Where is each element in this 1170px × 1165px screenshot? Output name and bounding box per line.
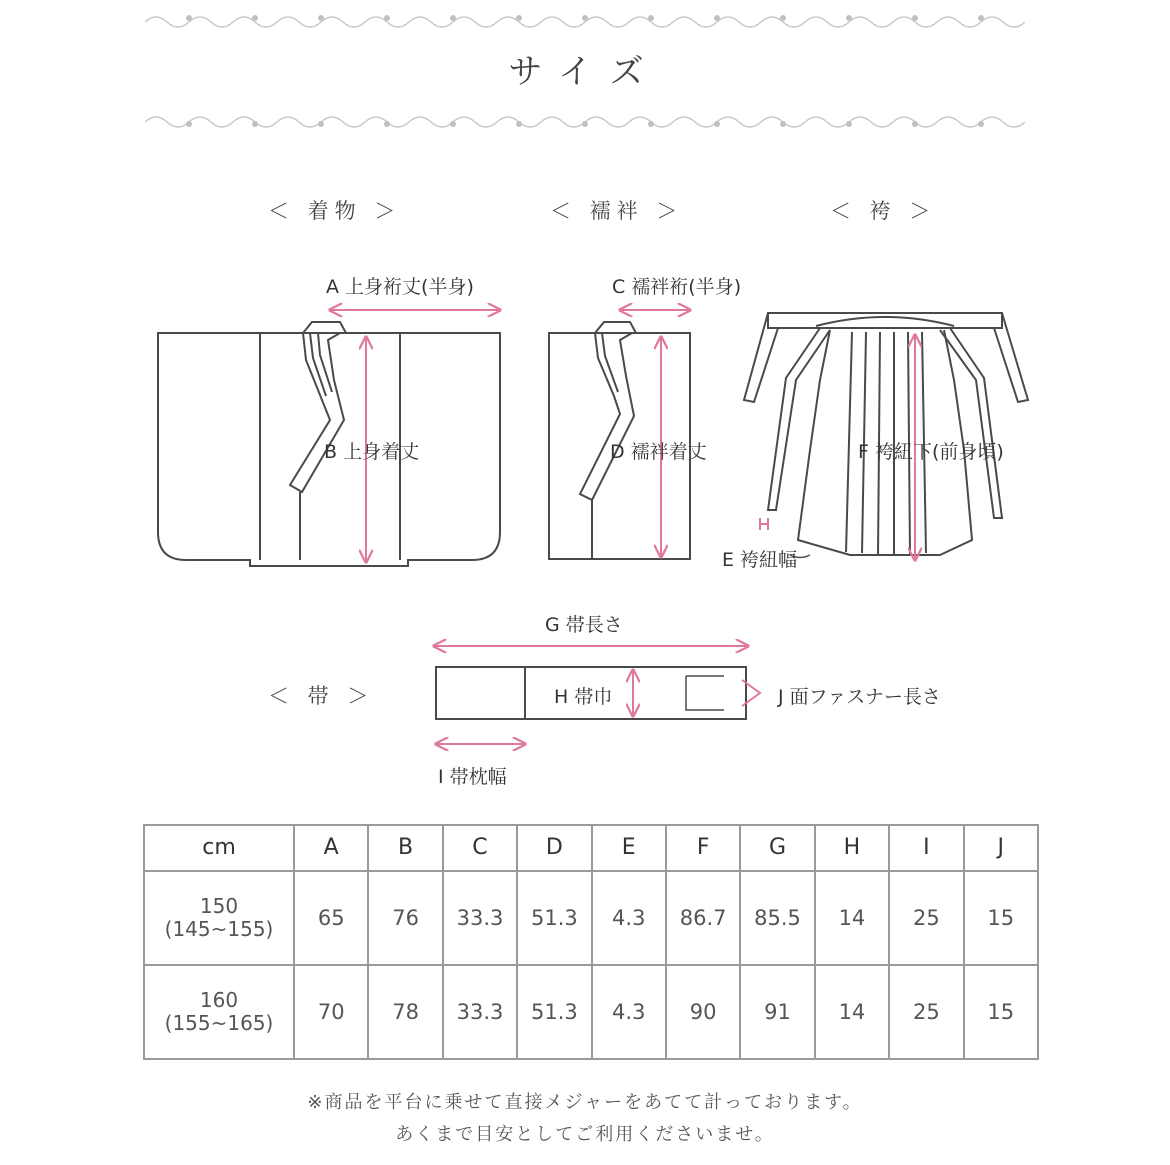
size-value: 150 — [199, 894, 239, 918]
value-cell: 14 — [815, 871, 889, 965]
label-i: I 帯枕幅 — [438, 766, 507, 788]
size-range: (155~165) — [164, 1011, 274, 1035]
header-cell-d: D — [517, 825, 591, 871]
header-cell-c: C — [443, 825, 517, 871]
hakama-drawing — [744, 313, 1028, 555]
label-f: F 袴紐下(前身頃) — [858, 441, 1004, 463]
value-cell: 65 — [294, 871, 368, 965]
value-cell: 85.5 — [740, 871, 814, 965]
header-cell-unit: cm — [144, 825, 294, 871]
value-cell: 15 — [964, 965, 1038, 1059]
section-kimono: ＜ 着物 ＞ — [268, 199, 402, 223]
header-cell-h: H — [815, 825, 889, 871]
value-cell: 91 — [740, 965, 814, 1059]
label-a: A 上身裄丈(半身) — [326, 276, 474, 298]
value-cell: 33.3 — [443, 965, 517, 1059]
header-cell-i: I — [889, 825, 963, 871]
header-cell-a: A — [294, 825, 368, 871]
value-cell: 90 — [666, 965, 740, 1059]
label-d: D 襦袢着丈 — [610, 441, 707, 463]
value-cell: 14 — [815, 965, 889, 1059]
value-cell: 51.3 — [517, 965, 591, 1059]
value-cell: 25 — [889, 965, 963, 1059]
value-cell: 70 — [294, 965, 368, 1059]
value-cell: 25 — [889, 871, 963, 965]
value-cell: 33.3 — [443, 871, 517, 965]
value-cell: 15 — [964, 871, 1038, 965]
label-g: G 帯長さ — [545, 614, 623, 636]
section-juban: ＜ 襦袢 ＞ — [550, 199, 684, 223]
label-c: C 襦袢裄(半身) — [612, 276, 742, 298]
header-cell-f: F — [666, 825, 740, 871]
size-cell — [144, 871, 294, 965]
note-line-1: ※商品を平台に乗せて直接メジャーをあてて計っております。 — [307, 1092, 863, 1113]
header-cell-e: E — [592, 825, 666, 871]
table-row — [144, 871, 1038, 965]
table-header-row — [144, 825, 1038, 871]
label-e: E 袴紐幅 — [722, 549, 798, 571]
value-cell: 76 — [368, 871, 442, 965]
label-h: H 帯巾 — [554, 686, 613, 708]
header-cell-b: B — [368, 825, 442, 871]
size-value: 160 — [199, 988, 239, 1012]
size-table — [143, 824, 1039, 1060]
value-cell: 4.3 — [592, 965, 666, 1059]
arrow-j — [742, 680, 760, 706]
header-cell-g: G — [740, 825, 814, 871]
value-cell: 78 — [368, 965, 442, 1059]
value-cell: 51.3 — [517, 871, 591, 965]
table-row — [144, 965, 1038, 1059]
label-b: B 上身着丈 — [324, 441, 420, 463]
header-cell-j: J — [964, 825, 1038, 871]
section-obi: ＜ 帯 ＞ — [268, 684, 375, 708]
note-line-2: あくまで目安としてご利用くださいませ。 — [395, 1124, 775, 1145]
label-j: J 面ファスナー長さ — [778, 686, 941, 708]
size-range: (145~155) — [164, 917, 274, 941]
size-cell — [144, 965, 294, 1059]
page-title: サイズ — [508, 52, 662, 92]
section-hakama: ＜ 袴 ＞ — [830, 199, 937, 223]
value-cell: 86.7 — [666, 871, 740, 965]
value-cell: 4.3 — [592, 871, 666, 965]
